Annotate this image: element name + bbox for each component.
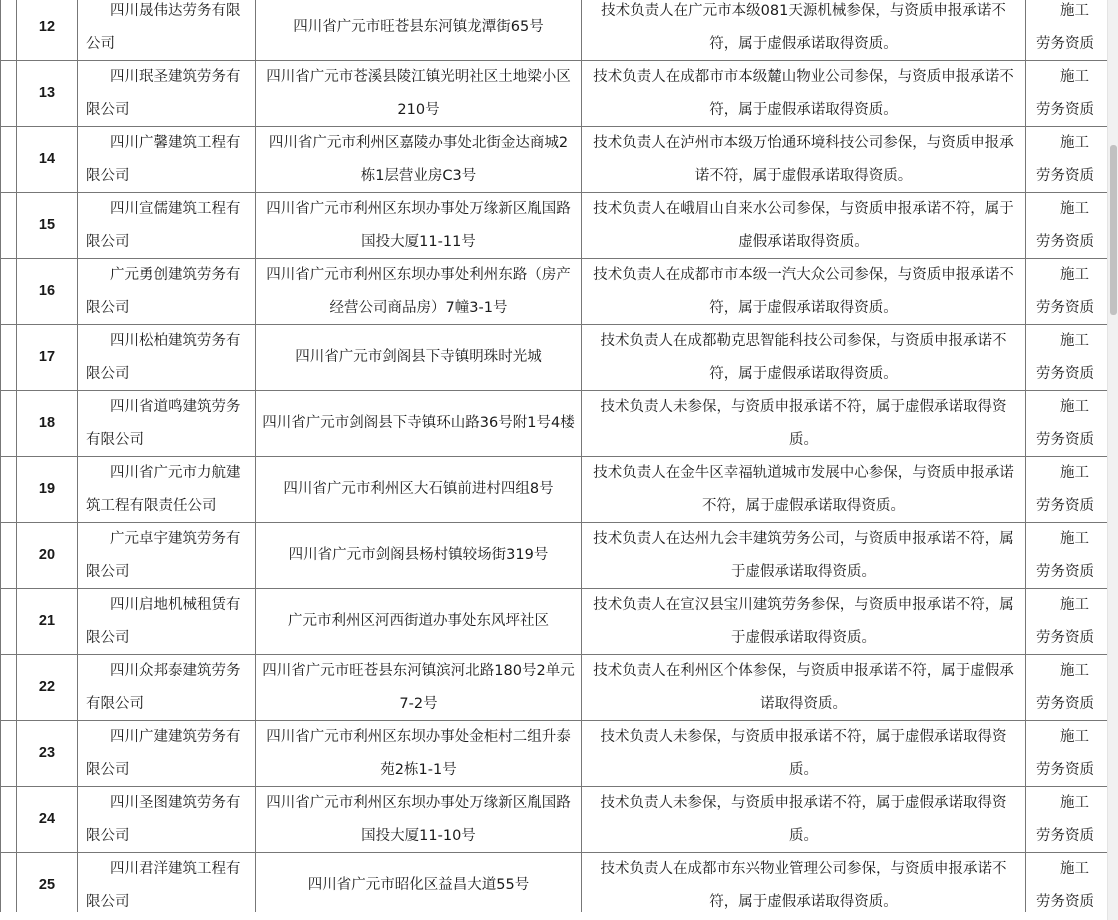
company-name-cell xyxy=(78,325,256,391)
qualification-type: 施工劳务资质 xyxy=(1036,465,1094,514)
violation-reason: 技术负责人在金牛区幸福轨道城市发展中心参保，与资质申报承诺不符，属于虚假承诺取得资质。 xyxy=(593,465,1014,514)
company-address: 四川省广元市利州区东坝办事处利州东路（房产经营公司商品房）7幢3-1号 xyxy=(266,267,571,316)
company-name-cell xyxy=(78,259,256,325)
row-margin-cell-cell xyxy=(1,523,17,589)
row-number-cell xyxy=(17,259,78,325)
company-address-cell xyxy=(256,523,582,589)
violation-reason: 技术负责人在宣汉县宝川建筑劳务参保，与资质申报承诺不符，属于虚假承诺取得资质。 xyxy=(593,597,1014,646)
company-address: 四川省广元市剑阁县杨村镇较场街319号 xyxy=(288,547,549,564)
qualification-type: 施工劳务资质 xyxy=(1036,201,1094,250)
violation-reason-cell xyxy=(582,721,1026,787)
company-name-cell xyxy=(78,655,256,721)
row-number: 22 xyxy=(38,679,56,696)
company-name: 四川广馨建筑工程有限公司 xyxy=(86,135,241,184)
violation-reason: 技术负责人在成都市市本级一汽大众公司参保，与资质申报承诺不符，属于虚假承诺取得资质。 xyxy=(593,267,1014,316)
violation-reason: 技术负责人在成都市东兴物业管理公司参保，与资质申报承诺不符，属于虚假承诺取得资质。 xyxy=(600,861,1007,910)
violation-reason: 技术负责人在利州区个体参保，与资质申报承诺不符，属于虚假承诺取得资质。 xyxy=(593,663,1014,712)
company-address: 四川省广元市利州区东坝办事处金柜村二组升泰苑2栋1-1号 xyxy=(266,729,571,778)
table-row xyxy=(1,259,1108,325)
company-address-cell xyxy=(256,325,582,391)
row-number-cell xyxy=(17,127,78,193)
violation-reason-cell xyxy=(582,0,1026,61)
row-number-cell xyxy=(17,787,78,853)
row-number: 12 xyxy=(38,19,56,36)
row-margin-cell-cell xyxy=(1,853,17,919)
company-name: 四川君洋建筑工程有限公司 xyxy=(86,861,241,910)
table-row xyxy=(1,853,1108,919)
company-name-cell xyxy=(78,391,256,457)
company-address: 四川省广元市剑阁县下寺镇环山路36号附1号4楼 xyxy=(262,415,575,432)
row-number: 18 xyxy=(38,415,56,432)
company-name: 四川圣图建筑劳务有限公司 xyxy=(86,795,241,844)
company-address-cell xyxy=(256,457,582,523)
table-row xyxy=(1,787,1108,853)
company-address: 四川省广元市利州区东坝办事处万缘新区胤国路国投大厦11-11号 xyxy=(266,201,571,250)
violation-reason-cell xyxy=(582,589,1026,655)
row-number-cell xyxy=(17,61,78,127)
row-number: 13 xyxy=(38,85,56,102)
row-margin-cell-cell xyxy=(1,259,17,325)
qualification-type: 施工劳务资质 xyxy=(1036,69,1094,118)
row-number: 19 xyxy=(38,481,56,498)
violation-reason: 技术负责人在达州九会丰建筑劳务公司，与资质申报承诺不符，属于虚假承诺取得资质。 xyxy=(593,531,1014,580)
qualification-type: 施工劳务资质 xyxy=(1036,399,1094,448)
company-address: 四川省广元市利州区大石镇前进村四组8号 xyxy=(283,481,554,498)
qualification-type-cell xyxy=(1026,391,1108,457)
company-name: 四川珉圣建筑劳务有限公司 xyxy=(86,69,241,118)
violation-reason-cell xyxy=(582,457,1026,523)
row-margin-cell-cell xyxy=(1,721,17,787)
row-number-cell xyxy=(17,589,78,655)
company-name-cell xyxy=(78,853,256,919)
row-number-cell xyxy=(17,655,78,721)
company-address: 四川省广元市昭化区益昌大道55号 xyxy=(307,877,530,894)
qualification-type: 施工劳务资质 xyxy=(1036,531,1094,580)
company-name-cell xyxy=(78,457,256,523)
row-margin-cell-cell xyxy=(1,787,17,853)
qualification-type-cell xyxy=(1026,853,1108,919)
company-name-cell xyxy=(78,589,256,655)
qualification-type-cell xyxy=(1026,325,1108,391)
company-address-cell xyxy=(256,655,582,721)
company-name-cell xyxy=(78,787,256,853)
violation-reason-cell xyxy=(582,391,1026,457)
company-name-cell xyxy=(78,61,256,127)
company-name: 四川省道鸣建筑劳务有限公司 xyxy=(86,399,241,448)
violation-reason-cell xyxy=(582,787,1026,853)
qualification-type-cell xyxy=(1026,787,1108,853)
company-name: 四川省广元市力航建筑工程有限责任公司 xyxy=(86,465,241,514)
qualification-type: 施工劳务资质 xyxy=(1036,795,1094,844)
violation-reason: 技术负责人在泸州市本级万怡通环境科技公司参保，与资质申报承诺不符，属于虚假承诺取得资质。 xyxy=(593,135,1014,184)
qualification-type-cell xyxy=(1026,127,1108,193)
company-name-cell xyxy=(78,721,256,787)
table-row xyxy=(1,61,1108,127)
row-margin-cell-cell xyxy=(1,589,17,655)
company-address-cell xyxy=(256,391,582,457)
company-name-cell xyxy=(78,193,256,259)
qualification-type: 施工劳务资质 xyxy=(1036,597,1094,646)
scrollbar-thumb[interactable] xyxy=(1110,145,1117,315)
row-number-cell xyxy=(17,0,78,61)
vertical-scrollbar[interactable] xyxy=(1107,0,1118,920)
violation-reason-cell xyxy=(582,853,1026,919)
row-number-cell xyxy=(17,853,78,919)
row-margin-cell-cell xyxy=(1,391,17,457)
table-row xyxy=(1,391,1108,457)
qualification-type-cell xyxy=(1026,523,1108,589)
qualification-type: 施工劳务资质 xyxy=(1036,861,1094,910)
company-name: 四川宣儒建筑工程有限公司 xyxy=(86,201,241,250)
table-body xyxy=(1,0,1108,919)
qualification-type: 施工劳务资质 xyxy=(1036,663,1094,712)
company-address: 四川省广元市剑阁县下寺镇明珠时光城 xyxy=(295,349,542,366)
qualification-type-cell xyxy=(1026,457,1108,523)
row-number: 16 xyxy=(38,283,56,300)
row-number: 23 xyxy=(38,745,56,762)
row-number-cell xyxy=(17,325,78,391)
company-name: 四川众邦泰建筑劳务有限公司 xyxy=(86,663,241,712)
table-row xyxy=(1,457,1108,523)
qualification-type-cell xyxy=(1026,721,1108,787)
company-address: 四川省广元市旺苍县东河镇龙潭街65号 xyxy=(293,19,544,36)
company-address-cell xyxy=(256,127,582,193)
violation-reason: 技术负责人在广元市本级081天源机械参保，与资质申报承诺不符，属于虚假承诺取得资质。 xyxy=(601,3,1006,52)
row-margin-cell-cell xyxy=(1,61,17,127)
table-bottom-cutoff xyxy=(0,912,1107,920)
table-row xyxy=(1,0,1108,61)
row-number: 25 xyxy=(38,877,56,894)
table-row xyxy=(1,589,1108,655)
company-address-cell xyxy=(256,787,582,853)
company-address-cell xyxy=(256,589,582,655)
violation-reason: 技术负责人在成都市市本级麓山物业公司参保，与资质申报承诺不符，属于虚假承诺取得资质。 xyxy=(593,69,1014,118)
violation-reason-cell xyxy=(582,193,1026,259)
row-margin-cell-cell xyxy=(1,127,17,193)
company-address: 四川省广元市苍溪县陵江镇光明社区土地梁小区210号 xyxy=(266,69,571,118)
table-row xyxy=(1,721,1108,787)
company-address: 广元市利州区河西街道办事处东风坪社区 xyxy=(288,613,549,630)
qualification-type-cell xyxy=(1026,589,1108,655)
company-address-cell xyxy=(256,61,582,127)
table-row xyxy=(1,325,1108,391)
company-address-cell xyxy=(256,853,582,919)
company-name: 四川晟伟达劳务有限公司 xyxy=(86,3,241,52)
violation-reason-cell xyxy=(582,61,1026,127)
row-number: 24 xyxy=(38,811,56,828)
violation-reason-cell xyxy=(582,127,1026,193)
company-name: 四川广建建筑劳务有限公司 xyxy=(86,729,241,778)
qualification-type-cell xyxy=(1026,61,1108,127)
table-row xyxy=(1,655,1108,721)
company-address: 四川省广元市利州区东坝办事处万缘新区胤国路国投大厦11-10号 xyxy=(266,795,571,844)
company-address-cell xyxy=(256,721,582,787)
violation-reason-cell xyxy=(582,259,1026,325)
table-row xyxy=(1,127,1108,193)
company-address-cell xyxy=(256,259,582,325)
company-address-cell xyxy=(256,0,582,61)
company-name: 广元卓宇建筑劳务有限公司 xyxy=(86,531,241,580)
qualification-type: 施工劳务资质 xyxy=(1036,3,1094,52)
row-margin-cell-cell xyxy=(1,0,17,61)
row-margin-cell-cell xyxy=(1,457,17,523)
qualification-type: 施工劳务资质 xyxy=(1036,729,1094,778)
violation-reason-cell xyxy=(582,523,1026,589)
company-address: 四川省广元市利州区嘉陵办事处北街金达商城2栋1层营业房C3号 xyxy=(268,135,569,184)
qualification-type-cell xyxy=(1026,259,1108,325)
company-name: 四川松柏建筑劳务有限公司 xyxy=(86,333,241,382)
row-margin-cell-cell xyxy=(1,325,17,391)
violation-reason: 技术负责人在成都勒克思智能科技公司参保，与资质申报承诺不符，属于虚假承诺取得资质。 xyxy=(600,333,1007,382)
company-name-cell xyxy=(78,0,256,61)
row-margin-cell-cell xyxy=(1,193,17,259)
row-number: 21 xyxy=(38,613,56,630)
company-name-cell xyxy=(78,127,256,193)
row-number: 15 xyxy=(38,217,56,234)
row-number-cell xyxy=(17,193,78,259)
violation-reason: 技术负责人未参保，与资质申报承诺不符，属于虚假承诺取得资质。 xyxy=(600,795,1007,844)
row-number: 17 xyxy=(38,349,56,366)
qualification-type-cell xyxy=(1026,193,1108,259)
row-margin-cell-cell xyxy=(1,655,17,721)
row-number-cell xyxy=(17,457,78,523)
company-address: 四川省广元市旺苍县东河镇滨河北路180号2单元7-2号 xyxy=(262,663,575,712)
company-name: 四川启地机械租赁有限公司 xyxy=(86,597,241,646)
table-row xyxy=(1,523,1108,589)
row-number: 20 xyxy=(38,547,56,564)
company-address-cell xyxy=(256,193,582,259)
violation-reason: 技术负责人未参保，与资质申报承诺不符，属于虚假承诺取得资质。 xyxy=(600,729,1007,778)
row-number: 14 xyxy=(38,151,56,168)
violation-reason-cell xyxy=(582,325,1026,391)
violation-reason: 技术负责人未参保，与资质申报承诺不符，属于虚假承诺取得资质。 xyxy=(600,399,1007,448)
row-number-cell xyxy=(17,391,78,457)
qualification-type-cell xyxy=(1026,0,1108,61)
violation-reason-cell xyxy=(582,655,1026,721)
row-number-cell xyxy=(17,523,78,589)
company-name-cell xyxy=(78,523,256,589)
row-number-cell xyxy=(17,721,78,787)
qualification-type: 施工劳务资质 xyxy=(1036,267,1094,316)
table-row xyxy=(1,193,1108,259)
company-name: 广元勇创建筑劳务有限公司 xyxy=(86,267,241,316)
qualification-type: 施工劳务资质 xyxy=(1036,135,1094,184)
violation-reason: 技术负责人在峨眉山自来水公司参保，与资质申报承诺不符，属于虚假承诺取得资质。 xyxy=(593,201,1014,250)
qualification-type: 施工劳务资质 xyxy=(1036,333,1094,382)
qualification-type-cell xyxy=(1026,655,1108,721)
